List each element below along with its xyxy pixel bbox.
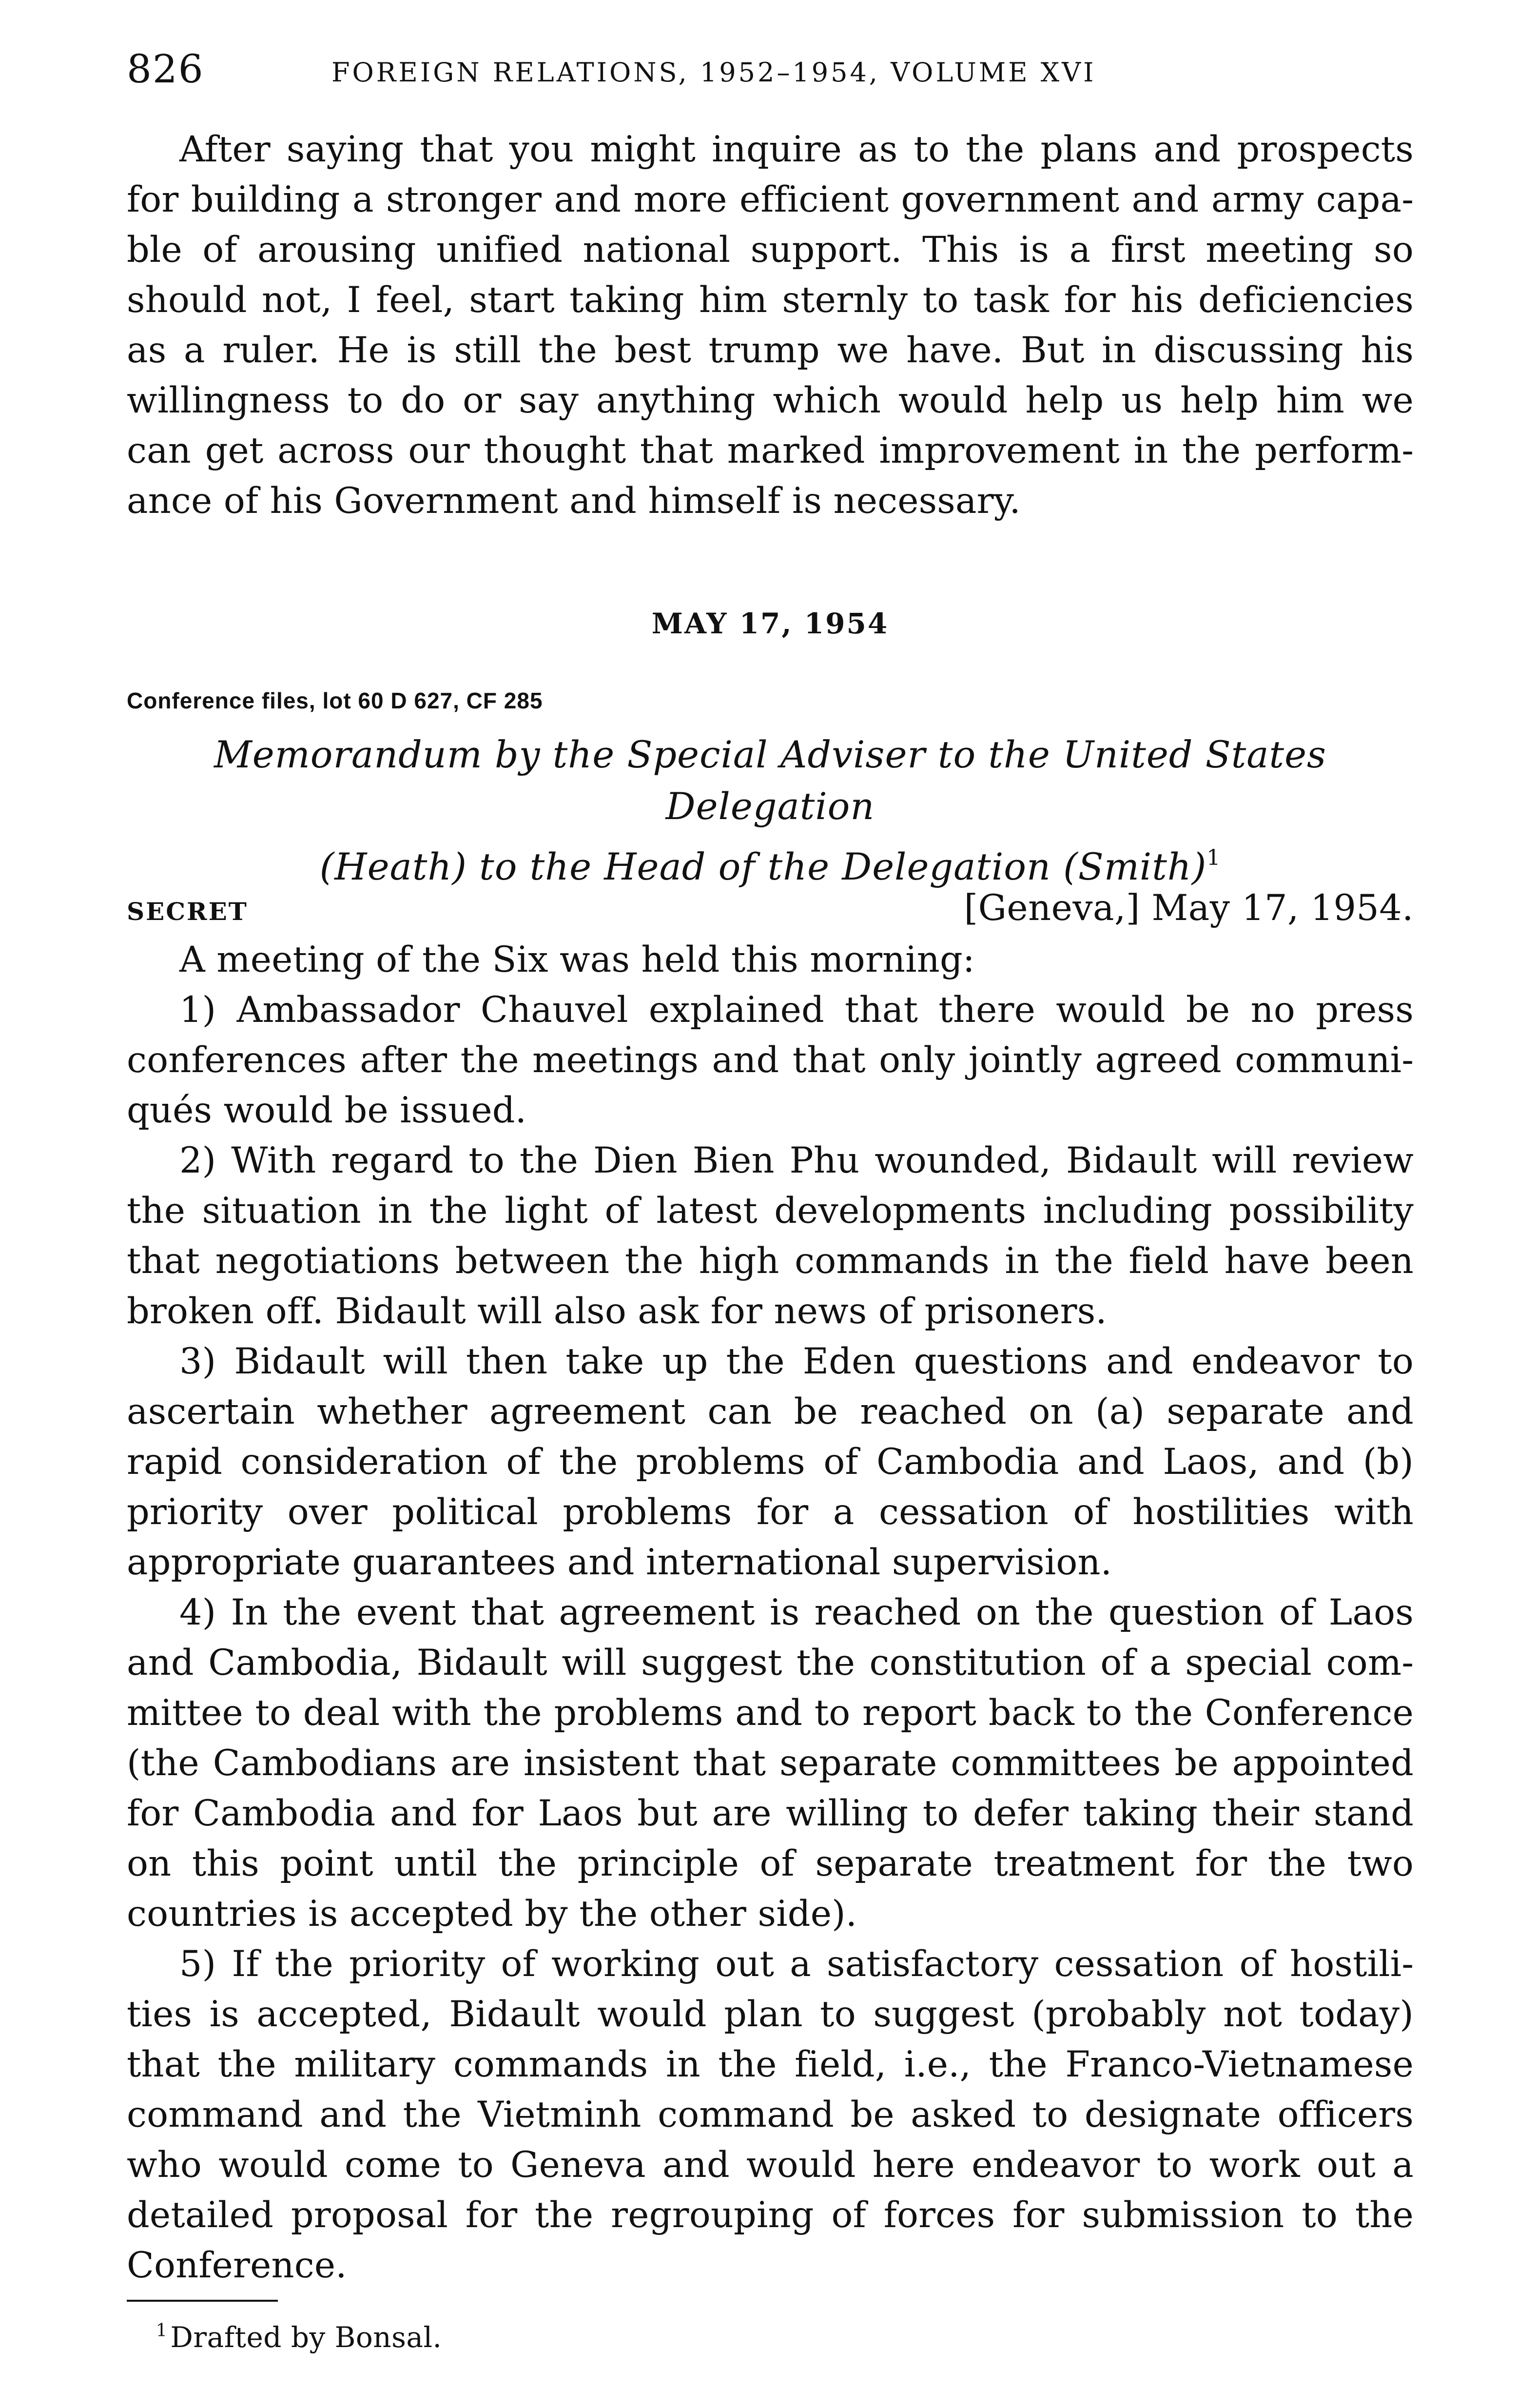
footnote [156,2321,442,2354]
document-title-line-2 [127,832,1414,893]
running-head [127,46,1414,105]
footnote-marker: 1 [156,2321,168,2341]
date-heading: MAY 17, 1954 [651,607,889,640]
footnote-text: Drafted by Bonsal. [170,2321,442,2354]
running-title: FOREIGN RELATIONS, 1952–1954, VOLUME XVI [331,57,1096,88]
body-item-5: 5) If the priority of working out a satisfactory cessation of hostilities is accepted, Bidault would plan to suggest (probably not today) that the military commands in the field, i.e., the Franco-Vietnamese command and the Vietminh command be asked to designate officers who would come to Geneva and would here endeavor to work out a detailed proposal for the regrouping of forces for submission to the Conference. [127,1943,1414,2286]
document-page [127,0,1414,2408]
document-title-line-1: Memorandum by the Special Adviser to the United States Delegation [214,733,1327,828]
dateline [964,887,1414,929]
body-item-2: 2) With regard to the Dien Bien Phu wounded, Bidault will review the situation in the light of latest developments including possibility that negotiations between the high commands in the field have been broken off. Bidault will also ask for news of prisoners. [127,1140,1414,1332]
footnote-reference: 1 [1206,845,1221,870]
document-title [127,729,1414,893]
dateline-date: May 17, 1954. [1151,887,1414,929]
intro-paragraph: After saying that you might inquire as to the plans and prospects for building a stronger and more efficient government and army capable of arousing unified national support. This is a first meeting so should not, I feel, start taking him sternly to task for his deficiencies as a ruler. He is still the best trump we have. But in discussing his willingness to do or say anything which would help us help him we can get across our thought that marked improvement in the performance of his Government and himself is necessary. [127,129,1414,522]
body-item-3: 3) Bidault will then take up the Eden questions and endeavor to ascertain whether agreement can be reached on (a) separate and rapid consideration of the problems of Cambodia and Laos, and (b) priority over political problems for a cessation of hostilities with appropriate guarantees and international supervision. [127,1341,1414,1583]
footnote-divider [127,2300,278,2302]
dateline-place: [Geneva,] [964,887,1140,929]
document-title-line-2-text: (Heath) to the Head of the Delegation (Smith) [319,845,1207,888]
body-item-1: 1) Ambassador Chauvel explained that there would be no press conferences after the meetings and that only jointly agreed communiqués would be issued. [127,989,1414,1131]
body-item-4: 4) In the event that agreement is reached on the question of Laos and Cambodia, Bidault will suggest the constitution of a special committee to deal with the problems and to report back to the Conference (the Cambodians are insistent that separate committees be appointed for Cambodia and for Laos but are willing to defer taking their stand on this point until the principle of separate treatment for the two countries is accepted by the other side). [127,1592,1414,1935]
source-note: Conference files, lot 60 D 627, CF 285 [127,688,543,713]
body-lead: A meeting of the Six was held this morning: [179,939,975,980]
classification-label: SECRET [127,897,248,926]
page-number: 826 [127,46,204,92]
